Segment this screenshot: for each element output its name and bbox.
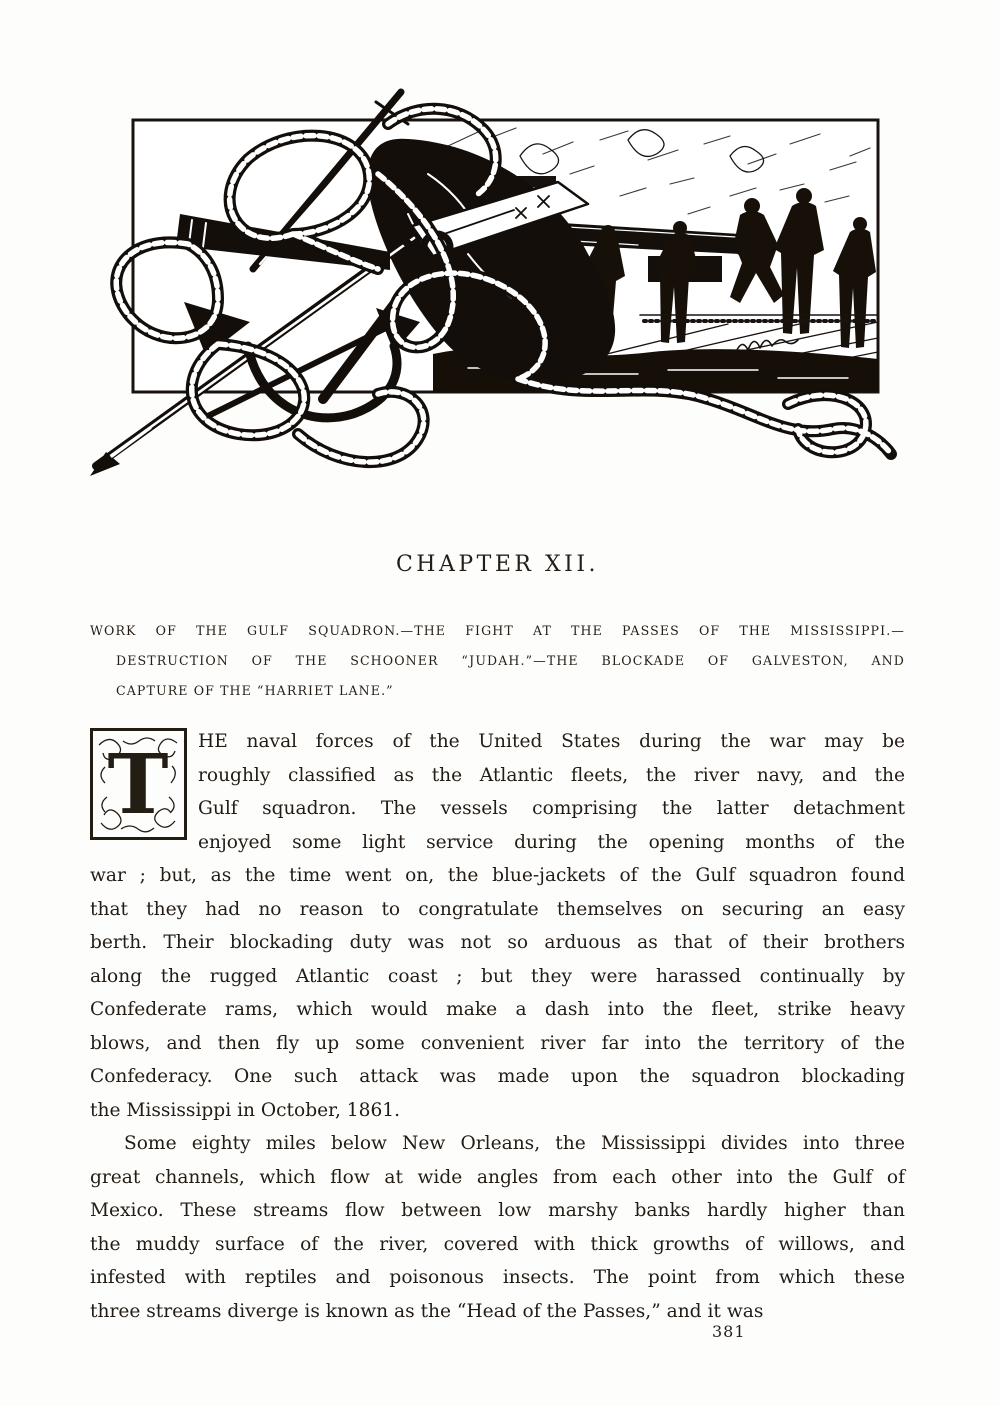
ornate-dropcap-T xyxy=(90,728,187,840)
text-line: Some eighty miles below New Orleans, the Mississippi divides into three xyxy=(124,1133,905,1154)
summary-line: DESTRUCTION OF THE SCHOONER “JUDAH.”—THE BLOCKADE OF GALVESTON, AND xyxy=(116,653,905,668)
chapter-headpiece-engraving xyxy=(88,84,900,476)
text-line: war ; but, as the time went on, the blue-jackets of the Gulf squadron found xyxy=(90,865,905,886)
text-line: Confederacy. One such attack was made upon the squadron blockading xyxy=(90,1066,905,1087)
text-line: infested with reptiles and poisonous insects. The point from which these xyxy=(90,1267,905,1288)
text-line: Mexico. These streams flow between low marshy banks hardly higher than xyxy=(90,1200,905,1221)
text-line: roughly classified as the Atlantic fleets, the river navy, and the xyxy=(198,764,905,786)
chapter-summary xyxy=(90,616,905,706)
dropcap-letter: T xyxy=(107,737,169,833)
page-number: 381 xyxy=(712,1322,746,1341)
text-line: HE naval forces of the United States during the war may be xyxy=(198,731,905,752)
text-line: great channels, which flow at wide angles from each other into the Gulf of xyxy=(90,1166,905,1188)
summary-line: WORK OF THE GULF SQUADRON.—THE FIGHT AT THE PASSES OF THE MISSISSIPPI.— xyxy=(90,623,905,638)
text-line: that they had no reason to congratulate themselves on securing an easy xyxy=(90,898,905,920)
text-line: berth. Their blockading duty was not so arduous as that of their brothers xyxy=(90,932,905,953)
text-line: along the rugged Atlantic coast ; but they were harassed continually by xyxy=(90,965,905,987)
text-line: enjoyed some light service during the opening months of the xyxy=(198,831,905,853)
text-line: three streams diverge is known as the “Head of the Passes,” and it was xyxy=(90,1300,764,1322)
chapter-heading: CHAPTER XII. xyxy=(395,552,600,577)
text-line: the Mississippi in October, 1861. xyxy=(90,1099,401,1121)
text-line: the muddy surface of the river, covered with thick growths of willows, and xyxy=(90,1233,905,1255)
text-line: Confederate rams, which would make a dash into the fleet, strike heavy xyxy=(90,999,905,1020)
text-line: blows, and then fly up some convenient river far into the territory of the xyxy=(90,1032,905,1054)
text-line: Gulf squadron. The vessels comprising the latter detachment xyxy=(198,798,905,819)
paragraph-1 xyxy=(90,725,905,1127)
summary-line: CAPTURE OF THE “HARRIET LANE.” xyxy=(116,683,394,698)
paragraph-2 xyxy=(90,1127,905,1328)
